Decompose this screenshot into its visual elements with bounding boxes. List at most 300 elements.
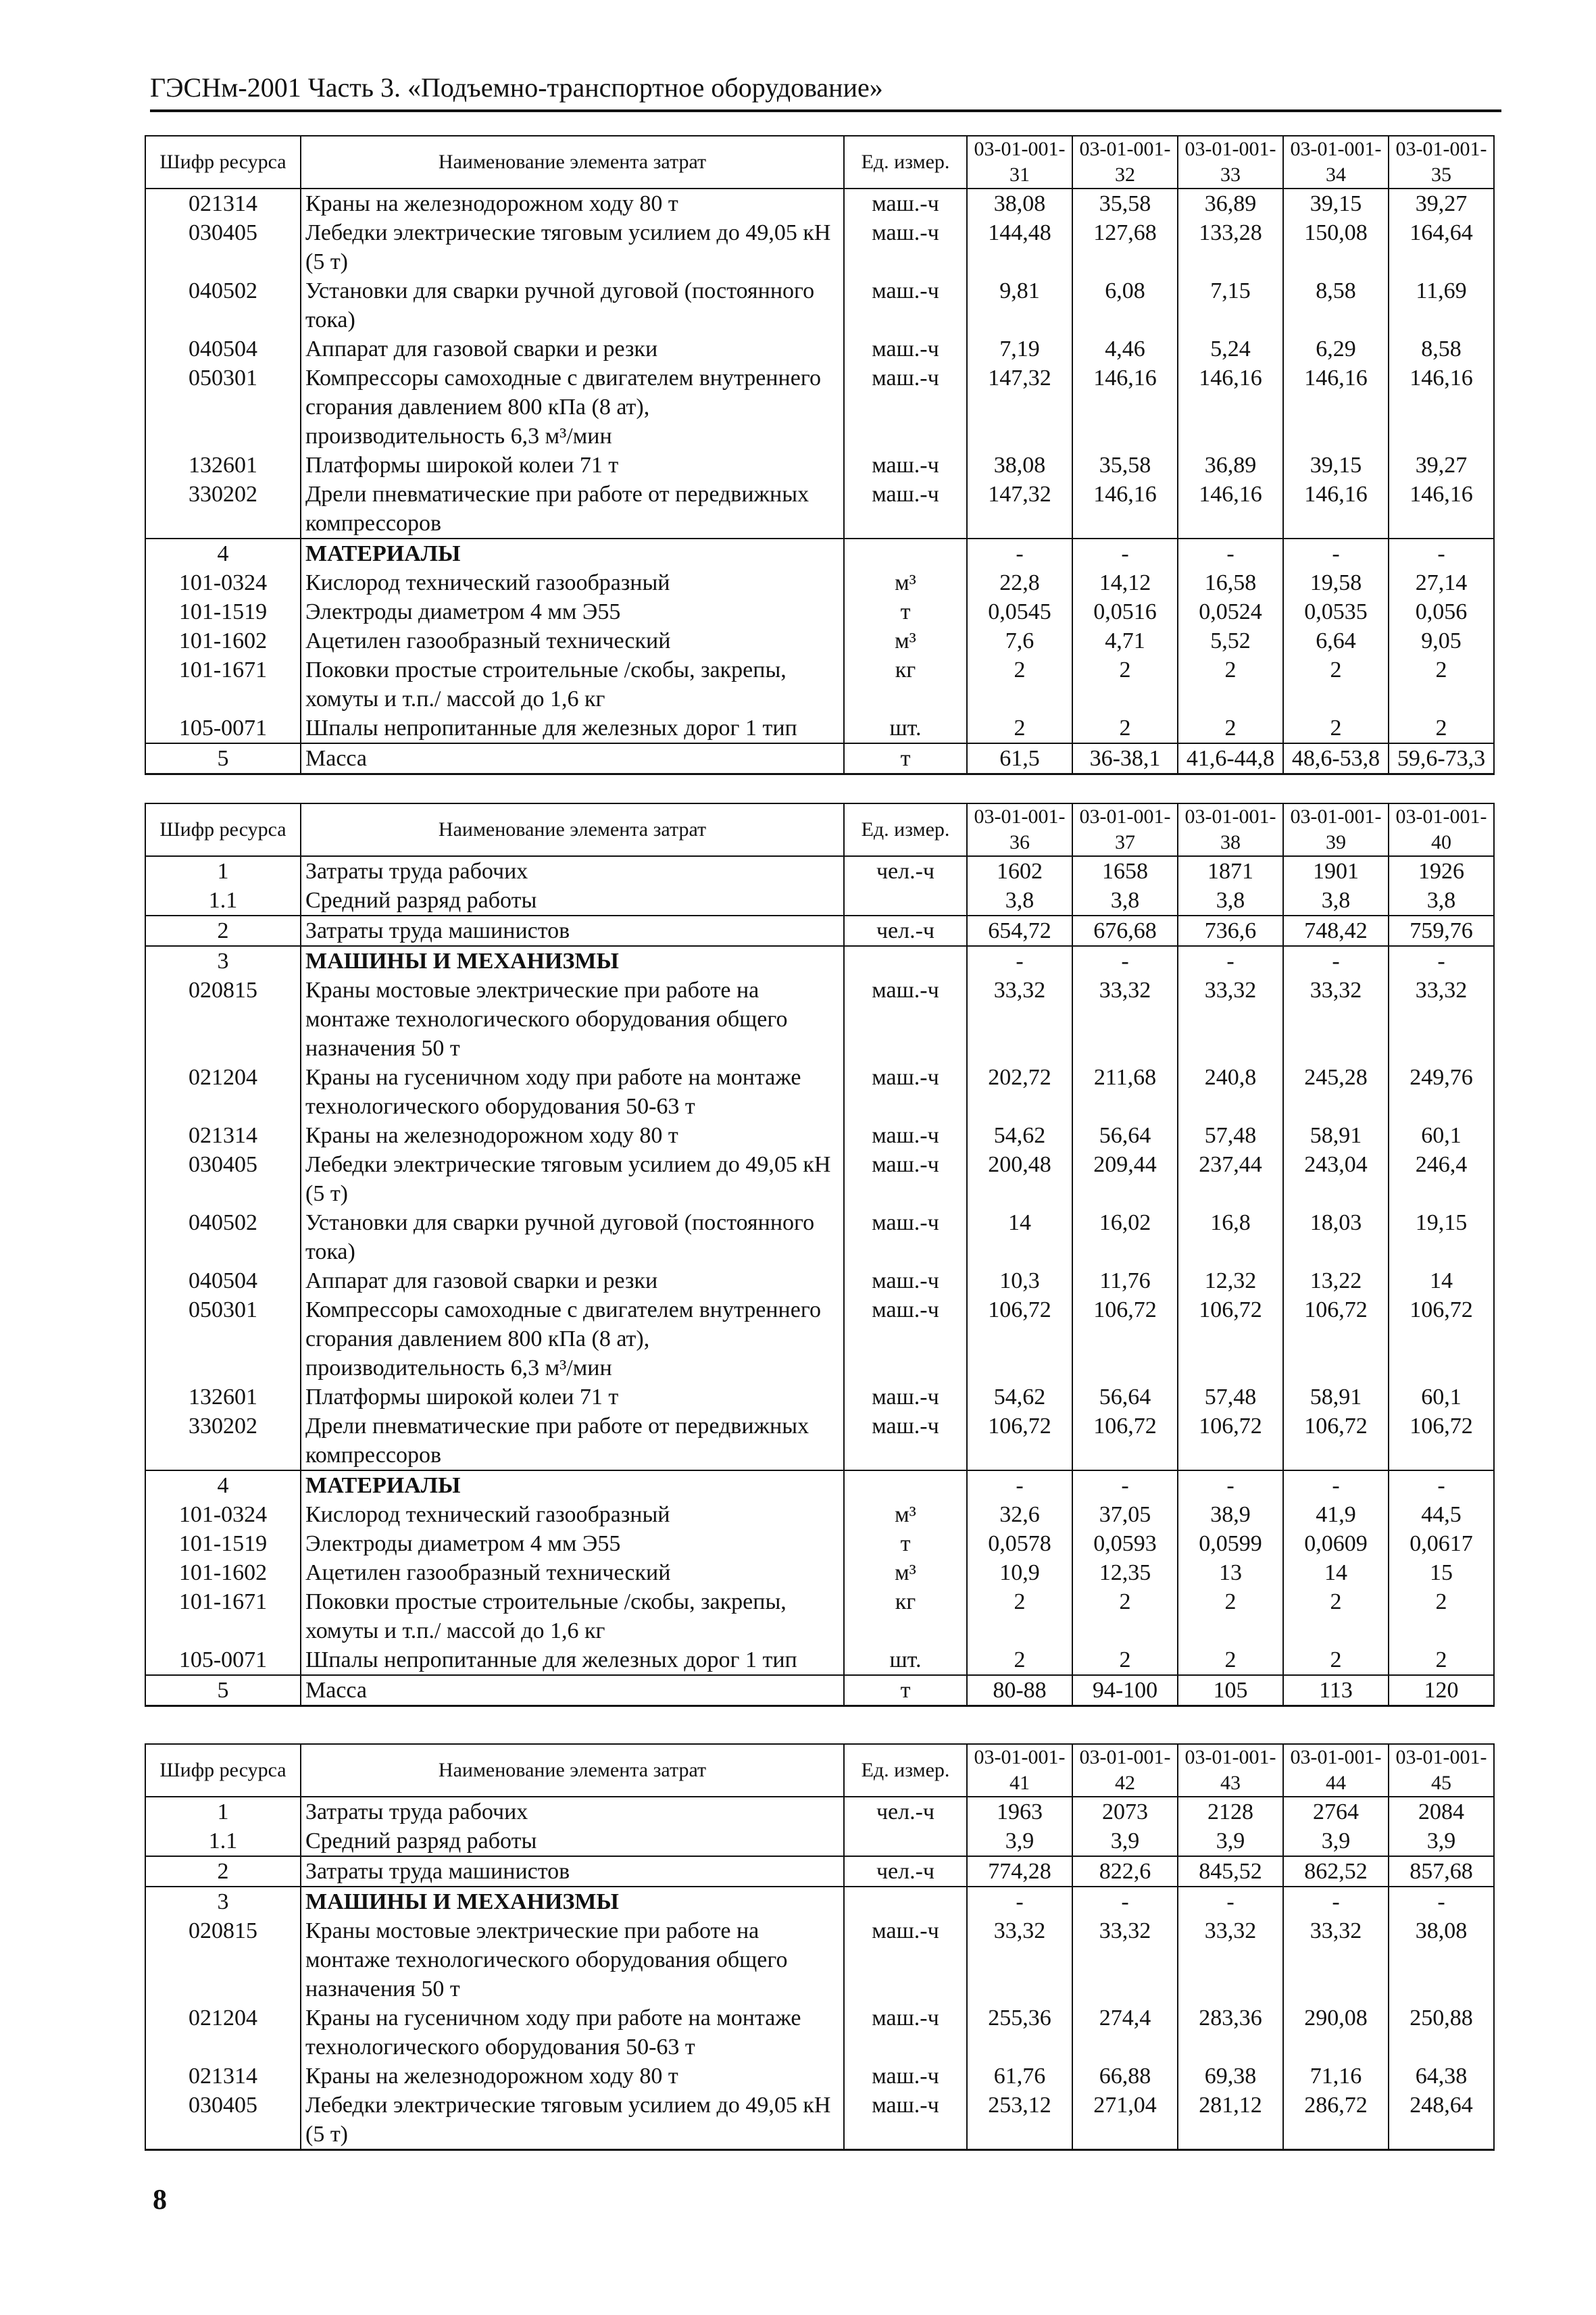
cell-code: 101-1602 (145, 1558, 301, 1587)
cell-unit: т (844, 1675, 967, 1706)
cell-value: 54,62 (967, 1121, 1072, 1150)
cell-value: 2 (1072, 1645, 1178, 1675)
cell-value: 274,4 (1072, 2003, 1178, 2062)
cell-value: 66,88 (1072, 2062, 1178, 2091)
cell-unit: м³ (844, 1558, 967, 1587)
cell-value: 2 (1389, 1587, 1494, 1645)
cell-value: 58,91 (1283, 1383, 1389, 1412)
cell-value: 2128 (1178, 1797, 1283, 1826)
cell-code: 105-0071 (145, 1645, 301, 1675)
cell-value: 33,32 (967, 1916, 1072, 2003)
cell-value: 16,58 (1178, 568, 1283, 597)
cell-code: 020815 (145, 1916, 301, 2003)
table-row (145, 1266, 1494, 1295)
cell-value: 105 (1178, 1675, 1283, 1706)
cell-value: 249,76 (1389, 1063, 1494, 1121)
table-row (145, 568, 1494, 597)
cell-unit: маш.-ч (844, 334, 967, 364)
cell-value: - (1072, 539, 1178, 568)
cell-value: 1963 (967, 1797, 1072, 1826)
cell-value: 4,71 (1072, 626, 1178, 655)
cell-value: 14,12 (1072, 568, 1178, 597)
cell-value: 822,6 (1072, 1856, 1178, 1887)
cell-unit: чел.-ч (844, 856, 967, 886)
cell-name: МАТЕРИАЛЫ (301, 1470, 844, 1500)
cell-value: - (1283, 946, 1389, 976)
cell-value: 54,62 (967, 1383, 1072, 1412)
cell-name: Краны на железнодорожном ходу 80 т (301, 2062, 844, 2091)
cell-code: 101-1519 (145, 1529, 301, 1558)
cell-unit: маш.-ч (844, 480, 967, 539)
cell-value: 16,8 (1178, 1208, 1283, 1266)
cell-unit (844, 1887, 967, 1916)
cell-value: 13,22 (1283, 1266, 1389, 1295)
cell-value: - (1178, 1887, 1283, 1916)
cell-value: - (1283, 539, 1389, 568)
table-row (145, 218, 1494, 276)
header-col-1: 03-01-001-32 (1072, 136, 1178, 189)
cell-value: 10,3 (967, 1266, 1072, 1295)
cell-code: 101-1602 (145, 626, 301, 655)
cell-value: 4,46 (1072, 334, 1178, 364)
cell-value: 2 (967, 1645, 1072, 1675)
cell-value: 2 (1178, 1645, 1283, 1675)
cell-unit: кг (844, 655, 967, 714)
cell-value: 8,58 (1389, 334, 1494, 364)
table-row (145, 1500, 1494, 1529)
cell-name: Краны мостовые электрические при работе на монтаже технологического оборудования общего назначения 50 т (301, 1916, 844, 2003)
cell-name: Ацетилен газообразный технический (301, 1558, 844, 1587)
cell-name: Поковки простые строительные /скобы, закрепы, хомуты и т.п./ массой до 1,6 кг (301, 1587, 844, 1645)
cell-value: 106,72 (1178, 1295, 1283, 1383)
cell-value: - (1072, 946, 1178, 976)
cell-value: - (1283, 1470, 1389, 1500)
cell-value: 32,6 (967, 1500, 1072, 1529)
cell-unit: т (844, 743, 967, 774)
cell-name: Краны мостовые электрические при работе на монтаже технологического оборудования общего назначения 50 т (301, 976, 844, 1063)
table-row (145, 886, 1494, 916)
cell-unit: маш.-ч (844, 2091, 967, 2150)
cell-value: 60,1 (1389, 1121, 1494, 1150)
cell-value: 245,28 (1283, 1063, 1389, 1121)
cell-name: Масса (301, 1675, 844, 1706)
table-header-row (145, 1744, 1494, 1797)
cell-value: 2 (1072, 655, 1178, 714)
header-col-3: 03-01-001-34 (1283, 136, 1389, 189)
cell-value: 146,16 (1178, 364, 1283, 451)
header-col-0: 03-01-001-31 (967, 136, 1072, 189)
table-row (145, 451, 1494, 480)
cell-unit: т (844, 597, 967, 626)
cell-code: 4 (145, 539, 301, 568)
cell-code: 021314 (145, 1121, 301, 1150)
table-row (145, 1887, 1494, 1916)
table-row (145, 189, 1494, 218)
cell-code: 132601 (145, 1383, 301, 1412)
cell-value: - (967, 946, 1072, 976)
cell-code: 040504 (145, 334, 301, 364)
cell-value: 146,16 (1389, 480, 1494, 539)
cell-value: 33,32 (1283, 1916, 1389, 2003)
cell-name: Шпалы непропитанные для железных дорог 1 тип (301, 714, 844, 743)
cell-value: 106,72 (1283, 1412, 1389, 1470)
cell-unit (844, 1826, 967, 1856)
cell-value: 39,15 (1283, 189, 1389, 218)
cell-value: 36-38,1 (1072, 743, 1178, 774)
header-col-4: 03-01-001-40 (1389, 803, 1494, 856)
cell-value: - (967, 1470, 1072, 1500)
cell-value: 14 (1283, 1558, 1389, 1587)
cell-value: 39,15 (1283, 451, 1389, 480)
cell-code: 040502 (145, 1208, 301, 1266)
cell-code: 330202 (145, 1412, 301, 1470)
cell-value: 2084 (1389, 1797, 1494, 1826)
cell-name: МАШИНЫ И МЕХАНИЗМЫ (301, 1887, 844, 1916)
cell-value: 106,72 (1389, 1412, 1494, 1470)
cell-code: 101-1519 (145, 597, 301, 626)
cell-value: 2 (1389, 714, 1494, 743)
cell-value: 14 (967, 1208, 1072, 1266)
cell-value: 2 (1178, 655, 1283, 714)
cell-value: 33,32 (1283, 976, 1389, 1063)
cell-value: 3,9 (967, 1826, 1072, 1856)
table-row (145, 655, 1494, 714)
cell-value: 106,72 (1389, 1295, 1494, 1383)
cell-unit (844, 1470, 967, 1500)
cell-value: 33,32 (967, 976, 1072, 1063)
cell-value: 146,16 (1072, 480, 1178, 539)
cell-value: 58,91 (1283, 1121, 1389, 1150)
cell-code: 132601 (145, 451, 301, 480)
cell-value: 0,0578 (967, 1529, 1072, 1558)
cell-value: 0,0516 (1072, 597, 1178, 626)
table-row (145, 1063, 1494, 1121)
cell-value: 9,81 (967, 276, 1072, 334)
cell-value: 13 (1178, 1558, 1283, 1587)
cell-name: МАТЕРИАЛЫ (301, 539, 844, 568)
cell-value: 2 (1389, 655, 1494, 714)
cell-unit: шт. (844, 1645, 967, 1675)
cell-value: 106,72 (1178, 1412, 1283, 1470)
table-row (145, 856, 1494, 886)
cell-value: 5,52 (1178, 626, 1283, 655)
cell-value: 2 (1072, 1587, 1178, 1645)
cell-code: 050301 (145, 1295, 301, 1383)
table-row (145, 1208, 1494, 1266)
table-row (145, 597, 1494, 626)
cell-value: 3,8 (1283, 886, 1389, 916)
header-code: Шифр ресурса (145, 1744, 301, 1797)
cell-name: Краны на железнодорожном ходу 80 т (301, 189, 844, 218)
cell-name: Лебедки электрические тяговым усилием до 49,05 кН (5 т) (301, 218, 844, 276)
cell-value: 1871 (1178, 856, 1283, 886)
cell-value: 106,72 (1072, 1412, 1178, 1470)
header-col-1: 03-01-001-42 (1072, 1744, 1178, 1797)
cell-value: 39,27 (1389, 189, 1494, 218)
cell-name: Установки для сварки ручной дуговой (постоянного тока) (301, 276, 844, 334)
cell-unit (844, 946, 967, 976)
cell-value: 0,0617 (1389, 1529, 1494, 1558)
cell-unit: м³ (844, 1500, 967, 1529)
cell-code: 050301 (145, 364, 301, 451)
cell-name: Шпалы непропитанные для железных дорог 1 тип (301, 1645, 844, 1675)
header-name: Наименование элемента затрат (301, 1744, 844, 1797)
cell-unit (844, 539, 967, 568)
cell-code: 101-0324 (145, 1500, 301, 1529)
resource-table-3 (145, 1743, 1495, 2151)
cell-value: 59,6-73,3 (1389, 743, 1494, 774)
table-row (145, 1587, 1494, 1645)
header-unit: Ед. измер. (844, 803, 967, 856)
cell-value: 246,4 (1389, 1150, 1494, 1208)
cell-value: - (1389, 946, 1494, 976)
cell-value: 2 (967, 655, 1072, 714)
cell-value: 3,8 (1178, 886, 1283, 916)
cell-unit: маш.-ч (844, 2062, 967, 2091)
cell-value: 6,29 (1283, 334, 1389, 364)
table-row (145, 2091, 1494, 2150)
cell-value: 774,28 (967, 1856, 1072, 1887)
cell-unit: чел.-ч (844, 1797, 967, 1826)
cell-value: 127,68 (1072, 218, 1178, 276)
table-row (145, 276, 1494, 334)
cell-code: 5 (145, 1675, 301, 1706)
cell-value: 56,64 (1072, 1383, 1178, 1412)
cell-code: 021204 (145, 1063, 301, 1121)
cell-value: - (1178, 946, 1283, 976)
cell-code: 020815 (145, 976, 301, 1063)
cell-unit: маш.-ч (844, 1295, 967, 1383)
cell-name: Средний разряд работы (301, 886, 844, 916)
cell-name: Масса (301, 743, 844, 774)
cell-value: 56,64 (1072, 1121, 1178, 1150)
cell-value: 33,32 (1389, 976, 1494, 1063)
cell-value: 3,8 (1072, 886, 1178, 916)
cell-value: 22,8 (967, 568, 1072, 597)
cell-value: 200,48 (967, 1150, 1072, 1208)
cell-name: Затраты труда рабочих (301, 1797, 844, 1826)
cell-unit: маш.-ч (844, 276, 967, 334)
cell-unit: маш.-ч (844, 189, 967, 218)
cell-value: 3,8 (967, 886, 1072, 916)
cell-value: 57,48 (1178, 1383, 1283, 1412)
cell-name: Аппарат для газовой сварки и резки (301, 1266, 844, 1295)
cell-value: 286,72 (1283, 2091, 1389, 2150)
table-row (145, 2003, 1494, 2062)
resource-table-2 (145, 803, 1495, 1707)
cell-name: Электроды диаметром 4 мм Э55 (301, 1529, 844, 1558)
cell-unit: маш.-ч (844, 1916, 967, 2003)
cell-value: 33,32 (1072, 1916, 1178, 2003)
table-row (145, 1470, 1494, 1500)
cell-code: 040502 (145, 276, 301, 334)
header-col-1: 03-01-001-37 (1072, 803, 1178, 856)
table-row (145, 1675, 1494, 1706)
cell-value: 2 (1283, 655, 1389, 714)
cell-code: 1 (145, 856, 301, 886)
cell-value: 2 (1178, 1587, 1283, 1645)
cell-value: 33,32 (1072, 976, 1178, 1063)
header-unit: Ед. измер. (844, 1744, 967, 1797)
cell-name: Компрессоры самоходные с двигателем внутреннего сгорания давлением 800 кПа (8 ат), производительность 6,3 м³/мин (301, 364, 844, 451)
cell-value: 60,1 (1389, 1383, 1494, 1412)
cell-unit: чел.-ч (844, 1856, 967, 1887)
cell-code: 330202 (145, 480, 301, 539)
cell-value: 3,9 (1389, 1826, 1494, 1856)
cell-value: 0,0599 (1178, 1529, 1283, 1558)
cell-value: 654,72 (967, 916, 1072, 946)
header-col-2: 03-01-001-38 (1178, 803, 1283, 856)
cell-value: 64,38 (1389, 2062, 1494, 2091)
cell-value: 283,36 (1178, 2003, 1283, 2062)
cell-value: 57,48 (1178, 1121, 1283, 1150)
cell-value: 3,9 (1283, 1826, 1389, 1856)
cell-value: 19,15 (1389, 1208, 1494, 1266)
table-row (145, 1826, 1494, 1856)
cell-value: 862,52 (1283, 1856, 1389, 1887)
cell-name: Платформы широкой колеи 71 т (301, 1383, 844, 1412)
header-col-2: 03-01-001-43 (1178, 1744, 1283, 1797)
cell-value: 16,02 (1072, 1208, 1178, 1266)
cell-code: 021314 (145, 2062, 301, 2091)
cell-value: - (1178, 1470, 1283, 1500)
cell-value: 1926 (1389, 856, 1494, 886)
cell-value: 3,8 (1389, 886, 1494, 916)
cell-name: Платформы широкой колеи 71 т (301, 451, 844, 480)
cell-value: 2764 (1283, 1797, 1389, 1826)
cell-name: Компрессоры самоходные с двигателем внутреннего сгорания давлением 800 кПа (8 ат), производительность 6,3 м³/мин (301, 1295, 844, 1383)
resource-table-1 (145, 135, 1495, 775)
table-row (145, 1856, 1494, 1887)
cell-code: 021204 (145, 2003, 301, 2062)
cell-value: - (967, 1887, 1072, 1916)
cell-value: 0,0593 (1072, 1529, 1178, 1558)
cell-name: Краны на гусеничном ходу при работе на монтаже технологического оборудования 50-63 т (301, 2003, 844, 2062)
cell-value: 94-100 (1072, 1675, 1178, 1706)
cell-unit: маш.-ч (844, 1063, 967, 1121)
table-row (145, 946, 1494, 976)
cell-value: 106,72 (1283, 1295, 1389, 1383)
table-header-row (145, 136, 1494, 189)
cell-unit: м³ (844, 626, 967, 655)
header-col-4: 03-01-001-45 (1389, 1744, 1494, 1797)
cell-value: 7,19 (967, 334, 1072, 364)
cell-value: - (1178, 539, 1283, 568)
cell-value: 146,16 (1283, 480, 1389, 539)
cell-name: Кислород технический газообразный (301, 568, 844, 597)
cell-unit: маш.-ч (844, 2003, 967, 2062)
cell-value: 36,89 (1178, 451, 1283, 480)
cell-value: 6,08 (1072, 276, 1178, 334)
cell-code: 2 (145, 916, 301, 946)
cell-code: 3 (145, 1887, 301, 1916)
cell-value: 35,58 (1072, 451, 1178, 480)
cell-value: 38,08 (967, 189, 1072, 218)
cell-value: 19,58 (1283, 568, 1389, 597)
cell-value: 9,05 (1389, 626, 1494, 655)
cell-value: 71,16 (1283, 2062, 1389, 2091)
table-row (145, 1150, 1494, 1208)
cell-name: Аппарат для газовой сварки и резки (301, 334, 844, 364)
cell-value: 69,38 (1178, 2062, 1283, 2091)
cell-unit (844, 886, 967, 916)
table-row (145, 626, 1494, 655)
cell-value: 0,0545 (967, 597, 1072, 626)
cell-value: 39,27 (1389, 451, 1494, 480)
header-name: Наименование элемента затрат (301, 136, 844, 189)
table-row (145, 480, 1494, 539)
cell-value: 61,5 (967, 743, 1072, 774)
cell-unit: маш.-ч (844, 1412, 967, 1470)
cell-code: 040504 (145, 1266, 301, 1295)
cell-value: 44,5 (1389, 1500, 1494, 1529)
cell-unit: маш.-ч (844, 1150, 967, 1208)
cell-name: МАШИНЫ И МЕХАНИЗМЫ (301, 946, 844, 976)
cell-name: Затраты труда машинистов (301, 916, 844, 946)
cell-code: 1.1 (145, 886, 301, 916)
cell-value: 2 (967, 714, 1072, 743)
cell-value: 106,72 (1072, 1295, 1178, 1383)
cell-code: 1.1 (145, 1826, 301, 1856)
cell-value: 12,35 (1072, 1558, 1178, 1587)
page-number: 8 (153, 2185, 167, 2216)
header-col-3: 03-01-001-44 (1283, 1744, 1389, 1797)
cell-value: 857,68 (1389, 1856, 1494, 1887)
cell-code: 030405 (145, 2091, 301, 2150)
cell-name: Дрели пневматические при работе от передвижных компрессоров (301, 480, 844, 539)
header-col-3: 03-01-001-39 (1283, 803, 1389, 856)
cell-code: 101-0324 (145, 568, 301, 597)
table-row (145, 334, 1494, 364)
cell-unit: маш.-ч (844, 218, 967, 276)
cell-value: 33,32 (1178, 1916, 1283, 2003)
cell-value: 6,64 (1283, 626, 1389, 655)
cell-value: 14 (1389, 1266, 1494, 1295)
cell-unit: маш.-ч (844, 1208, 967, 1266)
cell-unit: маш.-ч (844, 1383, 967, 1412)
cell-value: 748,42 (1283, 916, 1389, 946)
cell-value: 61,76 (967, 2062, 1072, 2091)
cell-code: 101-1671 (145, 655, 301, 714)
cell-value: 146,16 (1283, 364, 1389, 451)
cell-value: 120 (1389, 1675, 1494, 1706)
cell-value: 250,88 (1389, 2003, 1494, 2062)
table-row (145, 714, 1494, 743)
cell-value: 33,32 (1178, 976, 1283, 1063)
cell-value: 248,64 (1389, 2091, 1494, 2150)
cell-value: 2 (1178, 714, 1283, 743)
cell-name: Кислород технический газообразный (301, 1500, 844, 1529)
cell-value: 676,68 (1072, 916, 1178, 946)
cell-value: 150,08 (1283, 218, 1389, 276)
table-row (145, 539, 1494, 568)
table-row (145, 364, 1494, 451)
cell-value: 144,48 (967, 218, 1072, 276)
cell-value: 3,9 (1178, 1826, 1283, 1856)
cell-value: 146,16 (1072, 364, 1178, 451)
cell-value: 2 (1283, 714, 1389, 743)
cell-value: 106,72 (967, 1412, 1072, 1470)
cell-code: 3 (145, 946, 301, 976)
header-col-2: 03-01-001-33 (1178, 136, 1283, 189)
table-row (145, 1383, 1494, 1412)
cell-name: Краны на железнодорожном ходу 80 т (301, 1121, 844, 1150)
cell-value: 8,58 (1283, 276, 1389, 334)
cell-value: 845,52 (1178, 1856, 1283, 1887)
cell-value: 27,14 (1389, 568, 1494, 597)
cell-code: 021314 (145, 189, 301, 218)
cell-value: 146,16 (1389, 364, 1494, 451)
